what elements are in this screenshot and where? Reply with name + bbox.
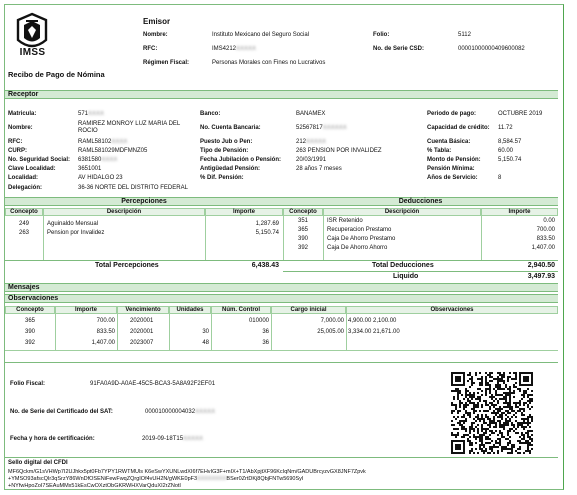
obs-row-observaciones: 4,900.00 2,100.00	[348, 318, 397, 324]
receptor-nombre-line2: ROCIO	[78, 128, 98, 134]
obs-row-observaciones: 3,334.00 21,671.00	[348, 329, 400, 335]
fecha-certificacion-value: 2019-09-18T15XXXXX	[142, 436, 204, 442]
obs-row-importe: 1,407.00	[91, 340, 115, 346]
perc-row-concepto: 263	[18, 230, 29, 236]
tipo-pension-value: 263 PENSION POR INVALIDEZ	[296, 148, 382, 154]
serie-csd-label: No. de Serie CSD:	[373, 46, 425, 52]
puesto-label: Puesto Jub o Pen:	[200, 139, 253, 145]
ded-row-descripcion: Caja De Ahorro Prestamo	[327, 236, 396, 242]
liquido-value: 3,497.93	[527, 273, 555, 280]
perc-col-concepto: Concepto	[5, 208, 43, 216]
obs-row-vencimiento: 2020001	[130, 329, 154, 335]
fecha-jubilacion-value: 20/03/1991	[296, 157, 327, 163]
logo-text: IMSS	[19, 47, 46, 58]
qr-code-icon	[451, 372, 533, 454]
folio-label: Folio:	[373, 32, 390, 38]
perc-col-descripcion: Descripción	[43, 208, 205, 216]
receptor-nombre-line1: RAMIREZ MONROY LUZ MARIA DEL	[78, 121, 181, 127]
receptor-rfc-value: RAML58102XXXX	[78, 139, 128, 145]
cuenta-bancaria-value: 52567817XXXXXX	[296, 125, 347, 131]
matricula-value: 571XXXX	[78, 111, 105, 117]
obs-row-vencimiento: 2020001	[130, 318, 154, 324]
anios-servicio-value: 8	[498, 175, 502, 181]
receptor-rfc-label: RFC:	[8, 139, 23, 145]
matricula-label: Matricula:	[8, 111, 37, 117]
obs-row-unidades: 48	[202, 340, 209, 346]
obs-col-cargo: Cargo inicial	[271, 306, 346, 314]
ded-col-importe: Importe	[481, 208, 558, 216]
emisor-regimen-label: Régimen Fiscal:	[143, 60, 190, 66]
obs-row-control: 010000	[248, 318, 269, 324]
perc-col-importe: Importe	[205, 208, 283, 216]
ded-row-importe: 1,407.00	[531, 245, 555, 251]
anios-servicio-label: Años de Servicio:	[427, 175, 478, 181]
perc-row-importe: 1,287.69	[255, 221, 279, 227]
receptor-nombre-label: Nombre:	[8, 125, 33, 131]
perc-row-importe: 5,150.74	[255, 230, 279, 236]
serie-csd-value: 00001000000409600082	[458, 46, 525, 52]
cuenta-bancaria-label: No. Cuenta Bancaria:	[200, 125, 261, 131]
ded-row-descripcion: Recuperacion Prestamo	[327, 227, 392, 233]
emisor-rfc: IMS4212XXXXX	[212, 46, 257, 52]
ded-col-descripcion: Descripción	[323, 208, 481, 216]
obs-col-importe: Importe	[55, 306, 117, 314]
obs-row-vencimiento: 2023007	[130, 340, 154, 346]
periodo-label: Periodo de pago:	[427, 111, 477, 117]
obs-row-concepto: 365	[24, 318, 35, 324]
dif-pension-label: % Dif. Pensión:	[200, 175, 244, 181]
tipo-pension-label: Tipo de Pensión:	[200, 148, 249, 154]
ded-row-concepto: 351	[297, 218, 308, 224]
nss-label: No. Seguridad Social:	[8, 157, 71, 163]
total-percepciones-value: 6,438.43	[251, 262, 279, 269]
perc-row-descripcion: Aguinaldo Mensual	[47, 221, 99, 227]
obs-row-concepto: 392	[24, 340, 35, 346]
tabla-value: 60.00	[498, 148, 514, 154]
antiguedad-value: 28 años 7 meses	[296, 166, 342, 172]
curp-value: RAML581029MDFMNZ05	[78, 148, 148, 154]
localidad-value: AV HIDALGO 23	[78, 175, 123, 181]
ded-row-concepto: 365	[297, 227, 308, 233]
folio-value: 5112	[458, 32, 471, 38]
serie-sat-value: 000010000004032XXXXX	[145, 409, 216, 415]
obs-col-control: Núm. Control	[211, 306, 271, 314]
obs-row-cargo	[271, 340, 344, 347]
total-deducciones-value: 2,940.50	[527, 262, 555, 269]
localidad-label: Localidad:	[8, 175, 39, 181]
obs-col-vencimiento: Vencimiento	[117, 306, 169, 314]
nss-value: 6381580XXXX	[78, 157, 118, 163]
perc-row-concepto: 249	[18, 221, 29, 227]
ded-col-concepto: Concepto	[283, 208, 323, 216]
obs-col-concepto: Concepto	[5, 306, 55, 314]
ded-row-importe: 700.00	[536, 227, 555, 233]
perc-row-descripcion: Pension por Invalidez	[47, 230, 105, 236]
obs-row-control: 36	[262, 340, 269, 346]
serie-sat-label: No. de Serie del Certificado del SAT:	[10, 409, 113, 415]
obs-row-unidades: 30	[202, 329, 209, 335]
liquido-label: Liquido	[393, 273, 419, 280]
pension-minima-label: Pensión Mínima:	[427, 166, 475, 172]
sello-heading: Sello digital del CFDI	[8, 460, 68, 466]
obs-row-unidades	[169, 318, 209, 325]
delegacion-value: 36-36 NORTE DEL DISTRITO FEDERAL	[78, 185, 188, 191]
page-title: Recibo de Pago de Nómina	[8, 70, 105, 79]
clave-localidad-label: Clave Localidad:	[8, 166, 56, 172]
emisor-heading: Emisor	[143, 17, 171, 26]
percepciones-heading: Percepciones	[5, 197, 283, 206]
obs-col-unidades: Unidades	[169, 306, 211, 314]
monto-pension-value: 5,150.74	[498, 157, 522, 163]
fecha-jubilacion-label: Fecha Jubilación o Pensión:	[200, 157, 282, 163]
obs-col-observaciones: Observaciones	[346, 306, 558, 314]
puesto-value: 212XXXXX	[296, 139, 327, 145]
mensajes-heading: Mensajes	[5, 283, 558, 292]
fecha-certificacion-label: Fecha y hora de certificación:	[10, 436, 95, 442]
monto-pension-label: Monto de Pensión:	[427, 157, 481, 163]
receptor-heading: Receptor	[5, 90, 558, 99]
ded-row-descripcion: ISR Retenido	[327, 218, 363, 224]
emisor-rfc-label: RFC:	[143, 46, 158, 52]
delegacion-label: Delegación:	[8, 185, 43, 191]
ded-row-concepto: 392	[297, 245, 308, 251]
banco-value: BANAMEX	[296, 111, 326, 117]
folio-fiscal-label: Folio Fiscal:	[10, 381, 46, 387]
tabla-label: % Tabla:	[427, 148, 452, 154]
deducciones-heading: Deducciones	[283, 197, 558, 206]
total-deducciones-label: Total Deducciones	[372, 262, 434, 269]
ded-row-importe: 833.50	[536, 236, 555, 242]
folio-fiscal-value: 91FA0A9D-A0AE-45C5-BCA3-5A8A92F2EF01	[90, 381, 216, 387]
obs-row-importe: 833.50	[96, 329, 115, 335]
banco-label: Banco:	[200, 111, 221, 117]
total-percepciones-label: Total Percepciones	[95, 262, 159, 269]
cuenta-basica-label: Cuenta Básica:	[427, 139, 471, 145]
obs-row-importe: 700.00	[96, 318, 115, 324]
observaciones-heading: Observaciones	[5, 294, 558, 303]
capacidad-value: 11.72	[498, 125, 513, 131]
emisor-nombre: Instituto Mexicano del Seguro Social	[212, 32, 310, 38]
ded-row-importe: 0.00	[543, 218, 555, 224]
ded-row-descripcion: Caja De Ahorro Ahorro	[327, 245, 388, 251]
obs-row-cargo: 7,000.00	[320, 318, 344, 324]
sello-line: +NYfwHpoZoI7SEAuMMx51kEsCwOXztObGKRWHXVarQduXI2rZNotI	[8, 483, 181, 489]
cuenta-basica-value: 8,584.57	[498, 139, 522, 145]
emisor-nombre-label: Nombre:	[143, 32, 168, 38]
periodo-value: OCTUBRE 2019	[498, 111, 543, 117]
emisor-regimen: Personas Morales con Fines no Lucrativos	[212, 60, 326, 66]
sello-line: MF6Qckm/G1sVHWp7I2UJhkx5pt0Fb7YPY1RWTMUls K6eSwYXUNLwdXI6f7EHvIG3F+mIX+T1/AbXpjtXF96KcIqNm/GADUBrcyzvGX8JNF7Zpvk	[8, 469, 366, 475]
ded-row-concepto: 390	[297, 236, 308, 242]
obs-row-concepto: 390	[24, 329, 35, 335]
capacidad-label: Capacidad de crédito:	[427, 125, 490, 131]
sello-line: +YMSO93afscQIr3qSrzY86WnDfOSENiFewFwqZQrgIOf4vUH2N/gWKE0pF3XXXXXXXXBSer0ZrtDKj8QbjFNTw5690SyI	[8, 476, 304, 482]
clave-localidad-value: 3651001	[78, 166, 102, 172]
obs-row-control: 36	[262, 329, 269, 335]
antiguedad-label: Antigüedad Pensión:	[200, 166, 260, 172]
curp-label: CURP:	[8, 148, 27, 154]
obs-row-cargo: 25,005.00	[317, 329, 344, 335]
